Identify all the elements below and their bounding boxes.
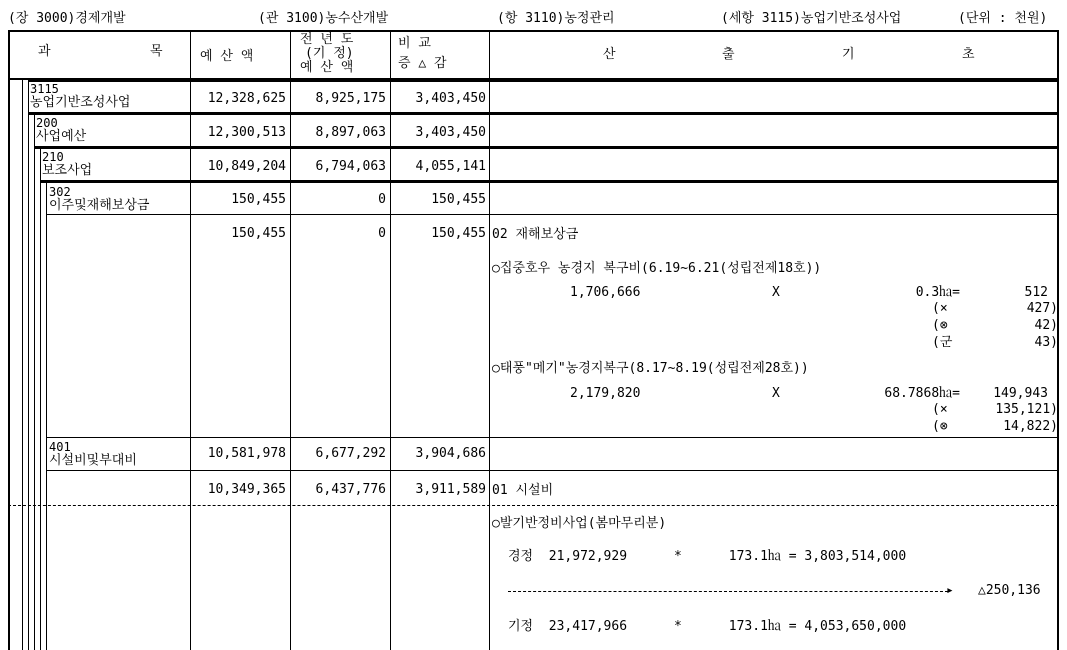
basis-amount: 1,706,666 <box>570 285 641 300</box>
basis-sub-label: (× <box>932 301 948 316</box>
basis-item: ○집중호우 농경지 복구비(6.19~6.21(성립전제18호)) <box>492 261 822 276</box>
row-name: 보조사업 <box>42 163 93 178</box>
row-code: 210 <box>42 150 64 164</box>
row-code: 200 <box>36 116 58 130</box>
header-hang: (항 3110)농정관리 <box>497 11 615 26</box>
header-unit: (단위 : 천원) <box>958 11 1048 26</box>
col-prev-3: 예 산 액 <box>300 60 354 75</box>
row-code: 3115 <box>30 82 59 96</box>
col-prev-2: (기 정) <box>305 46 354 61</box>
row-prev: 6,677,292 <box>315 446 386 461</box>
row-diff: 3,904,686 <box>415 446 486 461</box>
basis-sub-label: (군 <box>932 335 953 350</box>
basis-sub-label: (× <box>932 402 948 417</box>
row-prev: 8,897,063 <box>315 125 386 140</box>
row-name: 농업기반조성사업 <box>30 95 131 110</box>
row-name: 사업예산 <box>36 129 87 144</box>
col-basis-4: 초 <box>962 47 975 62</box>
row-prev: 0 <box>378 192 386 207</box>
basis-area: 68.7868㏊= <box>884 386 960 401</box>
basis-multiply: X <box>772 285 780 300</box>
basis-area: 0.3㏊= <box>915 285 960 300</box>
row-diff: 4,055,141 <box>415 159 486 174</box>
row-budget: 150,455 <box>231 192 286 207</box>
row-prev: 6,437,776 <box>315 482 386 497</box>
row-prev: 6,794,063 <box>315 159 386 174</box>
row-diff: 3,403,450 <box>415 91 486 106</box>
col-basis-2: 출 <box>722 47 735 62</box>
row-diff: 3,403,450 <box>415 125 486 140</box>
basis-arrow-line <box>508 591 948 592</box>
row-diff: 3,911,589 <box>415 482 486 497</box>
col-gwamok-2: 목 <box>150 44 163 59</box>
basis-sub-value: 135,121) <box>995 402 1058 417</box>
header-jang: (장 3000)경제개발 <box>8 11 126 26</box>
basis-sub-value: 427) <box>1026 301 1058 316</box>
basis-item: ○발기반정비사업(봄마무리분) <box>492 516 667 531</box>
row-budget: 10,349,365 <box>207 482 286 497</box>
basis-item: ○태풍"메기"농경지복구(8.17~8.19(성립전제28호)) <box>492 361 809 376</box>
col-basis-3: 기 <box>842 47 855 62</box>
row-prev: 8,925,175 <box>315 91 386 106</box>
row-name: 이주및재해보상금 <box>49 198 150 213</box>
col-basis-1: 산 <box>603 47 616 62</box>
basis-total: 149,943 <box>993 386 1048 401</box>
basis-sub-label: (⊗ <box>932 318 948 333</box>
row-code: 401 <box>49 440 71 454</box>
basis-arrow-value: △250,136 <box>978 583 1041 598</box>
col-gwamok-1: 과 <box>38 44 51 59</box>
basis-amount: 2,179,820 <box>570 386 641 401</box>
row-diff: 150,455 <box>431 226 486 241</box>
row-budget: 12,300,513 <box>207 125 286 140</box>
row-name: 시설비및부대비 <box>49 453 137 468</box>
row-budget: 10,849,204 <box>207 159 286 174</box>
row-budget: 10,581,978 <box>207 446 286 461</box>
basis-sub-label: (⊗ <box>932 419 948 434</box>
row-prev: 0 <box>378 226 386 241</box>
row-code: 302 <box>49 185 71 199</box>
row-budget: 12,328,625 <box>207 91 286 106</box>
basis-sub-value: 14,822) <box>1003 419 1058 434</box>
basis-sub-value: 42) <box>1034 318 1058 333</box>
row-budget: 150,455 <box>231 226 286 241</box>
col-cmp-1: 비 교 <box>398 36 431 51</box>
basis-title: 02 재해보상금 <box>492 227 579 242</box>
basis-calc-line: 기정 23,417,966 * 173.1㏊ = 4,053,650,000 <box>508 619 907 634</box>
header-gwan: (관 3100)농수산개발 <box>258 11 389 26</box>
basis-title: 01 시설비 <box>492 483 554 498</box>
col-cmp-2: 증 △ 감 <box>398 56 447 71</box>
basis-total: 512 <box>1024 285 1048 300</box>
basis-calc-line: 경정 21,972,929 * 173.1㏊ = 3,803,514,000 <box>508 549 907 564</box>
basis-sub-value: 43) <box>1034 335 1058 350</box>
row-diff: 150,455 <box>431 192 486 207</box>
col-budget: 예 산 액 <box>200 49 254 64</box>
header-sehang: (세항 3115)농업기반조성사업 <box>721 11 902 26</box>
arrow-right-icon: ▸ <box>946 583 954 598</box>
col-prev-1: 전 년 도 <box>300 32 354 47</box>
basis-multiply: X <box>772 386 780 401</box>
